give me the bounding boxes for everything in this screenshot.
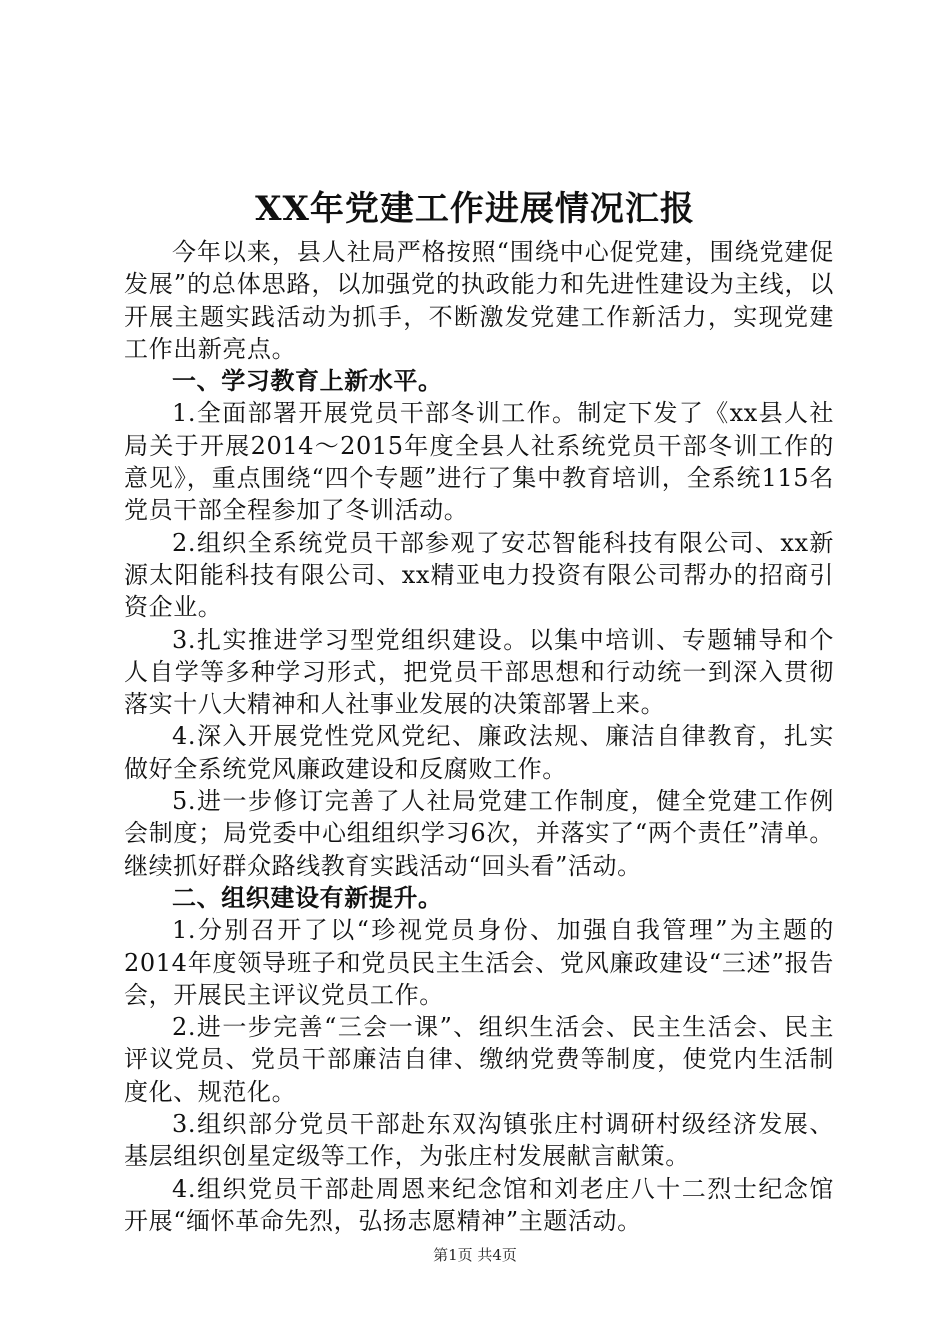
study-item-1: 1.全面部署开展党员干部冬训工作。制定下发了《xx县人社局关于开展2014～2015年度全县人社系统党员干部冬训工作的意见》，重点围绕“四个专题”进行了集中教育培训，全系统115名党员干部全程参加了冬训活动。 [124, 399, 834, 525]
organization-item-3: 3.组织部分党员干部赴东双沟镇张庄村调研村级经济发展、基层组织创星定级等工作，为张庄村发展献言献策。 [124, 1110, 834, 1171]
section-heading-organization: 二、组织建设有新提升。 [172, 882, 443, 912]
study-item-3: 3.扎实推进学习型党组织建设。以集中培训、专题辅导和个人自学等多种学习形式，把党员干部思想和行动统一到深入贯彻落实十八大精神和人社事业发展的决策部署上来。 [124, 625, 834, 719]
study-item-4: 4.深入开展党性党风党纪、廉政法规、廉洁自律教育，扎实做好全系统党风廉政建设和反腐败工作。 [124, 722, 834, 783]
document-title: XX年党建工作进展情况汇报 [255, 189, 695, 229]
page-number-footer: 第1页 共4页 [433, 1246, 517, 1264]
study-item-5: 5.进一步修订完善了人社局党建工作制度，健全党建工作例会制度；局党委中心组组织学习6次，并落实了“两个责任”清单。继续抓好群众路线教育实践活动“回头看”活动。 [124, 787, 834, 880]
intro-paragraph: 今年以来，县人社局严格按照“围绕中心促党建，围绕党建促发展”的总体思路，以加强党的执政能力和先进性建设为主线，以开展主题实践活动为抓手，不断激发党建工作新活力，实现党建工作出新亮点。 [124, 238, 834, 363]
study-item-2: 2.组织全系统党员干部参观了安芯智能科技有限公司、xx新源太阳能科技有限公司、xx精亚电力投资有限公司帮办的招商引资企业。 [124, 528, 834, 622]
section-heading-study: 一、学习教育上新水平。 [172, 366, 443, 396]
organization-item-1: 1.分别召开了以“珍视党员身份、加强自我管理”为主题的2014年度领导班子和党员民主生活会、党风廉政建设“三述”报告会，开展民主评议党员工作。 [124, 916, 834, 1009]
document-body [124, 236, 834, 1237]
organization-item-4: 4.组织党员干部赴周恩来纪念馆和刘老庄八十二烈士纪念馆开展“缅怀革命先烈，弘扬志愿精神”主题活动。 [124, 1174, 834, 1235]
organization-item-2: 2.进一步完善“三会一课”、组织生活会、民主生活会、民主评议党员、党员干部廉洁自律、缴纳党费等制度，使党内生活制度化、规范化。 [124, 1013, 834, 1106]
